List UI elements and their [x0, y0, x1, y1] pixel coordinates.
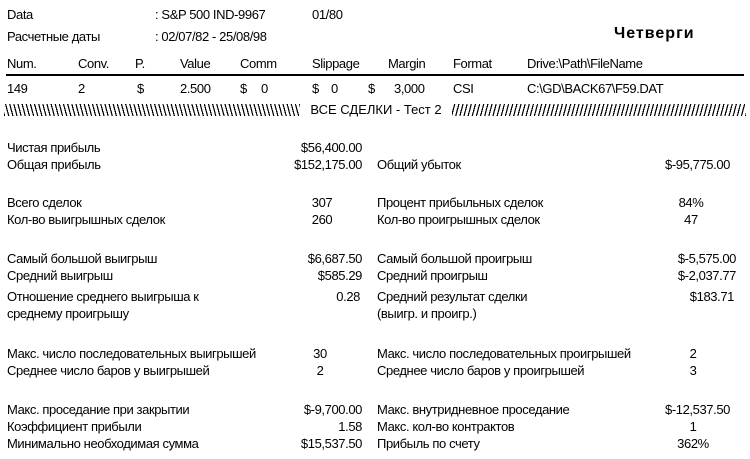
- avg-loss-label: Средний проигрыш: [377, 268, 488, 283]
- net-profit-value: $56,400.00: [300, 140, 362, 155]
- ratio-value: 0.28: [336, 289, 360, 304]
- ratio-label-line1: Отношение среднего выигрыша к: [7, 289, 199, 304]
- comm-currency: $: [240, 81, 247, 96]
- total-trades-label: Всего сделок: [7, 195, 82, 210]
- col-conv: Conv.: [78, 56, 109, 71]
- profit-factor-label: Коэффициент прибыли: [7, 419, 142, 434]
- avg-bars-win-label: Среднее число баров у выигрышей: [7, 363, 210, 378]
- winning-trades-label: Кол-во выигрышных сделок: [7, 212, 165, 227]
- max-consec-win-value: 30: [313, 346, 327, 361]
- max-dd-intraday-label: Макс. внутридневное проседание: [377, 402, 570, 417]
- return-value: 362%: [677, 436, 709, 451]
- profit-factor-value: 1.58: [338, 419, 362, 434]
- avg-win-value: $585.29: [317, 268, 362, 283]
- max-dd-close-value: $-9,700.00: [303, 402, 362, 417]
- min-account-value: $15,537.50: [300, 436, 362, 451]
- col-slippage: Slippage: [312, 56, 360, 71]
- net-profit-label: Чистая прибыль: [7, 140, 101, 155]
- max-dd-intraday-value: $-12,537.50: [665, 402, 730, 417]
- slippage-currency: $: [312, 81, 319, 96]
- avg-trade-value: $183.71: [689, 289, 734, 304]
- point-value: 2.500: [180, 81, 211, 96]
- conv-value: 2: [78, 81, 85, 96]
- min-account-label: Минимально необходимая сумма: [7, 436, 199, 451]
- col-p: P.: [135, 56, 145, 71]
- largest-loss-label: Самый большой проигрыш: [377, 251, 532, 266]
- comm-value: 0: [261, 81, 268, 96]
- ratio-label-line2: среднему проигрышу: [7, 306, 129, 321]
- col-margin: Margin: [388, 56, 426, 71]
- avg-bars-loss-value: 3: [689, 363, 697, 378]
- col-num: Num.: [7, 56, 37, 71]
- path-value: C:\GD\BACK67\F59.DAT: [527, 81, 664, 96]
- largest-loss-value: $-5,575.00: [677, 251, 736, 266]
- col-path: Drive:\Path\FileName: [527, 56, 643, 71]
- losing-trades-label: Кол-во проигрышных сделок: [377, 212, 540, 227]
- col-comm: Comm: [240, 56, 277, 71]
- gross-loss-value: $-95,775.00: [665, 157, 730, 172]
- banner-hatch-right: [450, 104, 746, 116]
- data-extra: 01/80: [312, 7, 343, 22]
- data-value: : S&P 500 IND-9967: [155, 7, 266, 22]
- gross-profit-value: $152,175.00: [294, 157, 362, 172]
- slippage-value: 0: [331, 81, 338, 96]
- avg-trade-label-line1: Средний результат сделки: [377, 289, 528, 304]
- return-label: Прибыль по счету: [377, 436, 480, 451]
- max-contracts-label: Макс. кол-во контрактов: [377, 419, 515, 434]
- margin-value: 3,000: [394, 81, 425, 96]
- total-trades-value: 307: [311, 195, 333, 210]
- col-value: Value: [180, 56, 211, 71]
- avg-bars-loss-label: Среднее число баров у проигрышей: [377, 363, 585, 378]
- max-consec-loss-label: Макс. число последовательных проигрышей: [377, 346, 631, 361]
- max-dd-close-label: Макс. проседание при закрытии: [7, 402, 190, 417]
- dates-value: : 02/07/82 - 25/08/98: [155, 29, 267, 44]
- data-label: Data: [7, 7, 33, 22]
- section-banner: [4, 101, 746, 118]
- avg-bars-win-value: 2: [316, 363, 324, 378]
- largest-win-label: Самый большой выигрыш: [7, 251, 158, 266]
- gross-profit-label: Общая прибыль: [7, 157, 101, 172]
- max-consec-loss-value: 2: [689, 346, 697, 361]
- col-format: Format: [453, 56, 492, 71]
- max-consec-win-label: Макс. число последовательных выигрышей: [7, 346, 256, 361]
- banner-hatch-left: [4, 104, 302, 116]
- avg-win-label: Средний выигрыш: [7, 268, 113, 283]
- pct-profitable-value: 84%: [678, 195, 704, 210]
- weekday-title: Четверги: [614, 25, 695, 42]
- avg-loss-value: $-2,037.77: [677, 268, 736, 283]
- p-value: $: [137, 81, 144, 96]
- banner-title: ВСЕ СДЕЛКИ - Тест 2: [300, 101, 452, 118]
- gross-loss-label: Общий убыток: [377, 157, 461, 172]
- header-divider: [6, 74, 744, 76]
- dates-label: Расчетные даты: [7, 29, 100, 44]
- margin-currency: $: [368, 81, 375, 96]
- losing-trades-value: 47: [684, 212, 698, 227]
- largest-win-value: $6,687.50: [307, 251, 362, 266]
- winning-trades-value: 260: [311, 212, 333, 227]
- format-value: CSI: [453, 81, 474, 96]
- num-value: 149: [7, 81, 28, 96]
- pct-profitable-label: Процент прибыльных сделок: [377, 195, 543, 210]
- avg-trade-label-line2: (выигр. и проигр.): [377, 306, 477, 321]
- max-contracts-value: 1: [689, 419, 697, 434]
